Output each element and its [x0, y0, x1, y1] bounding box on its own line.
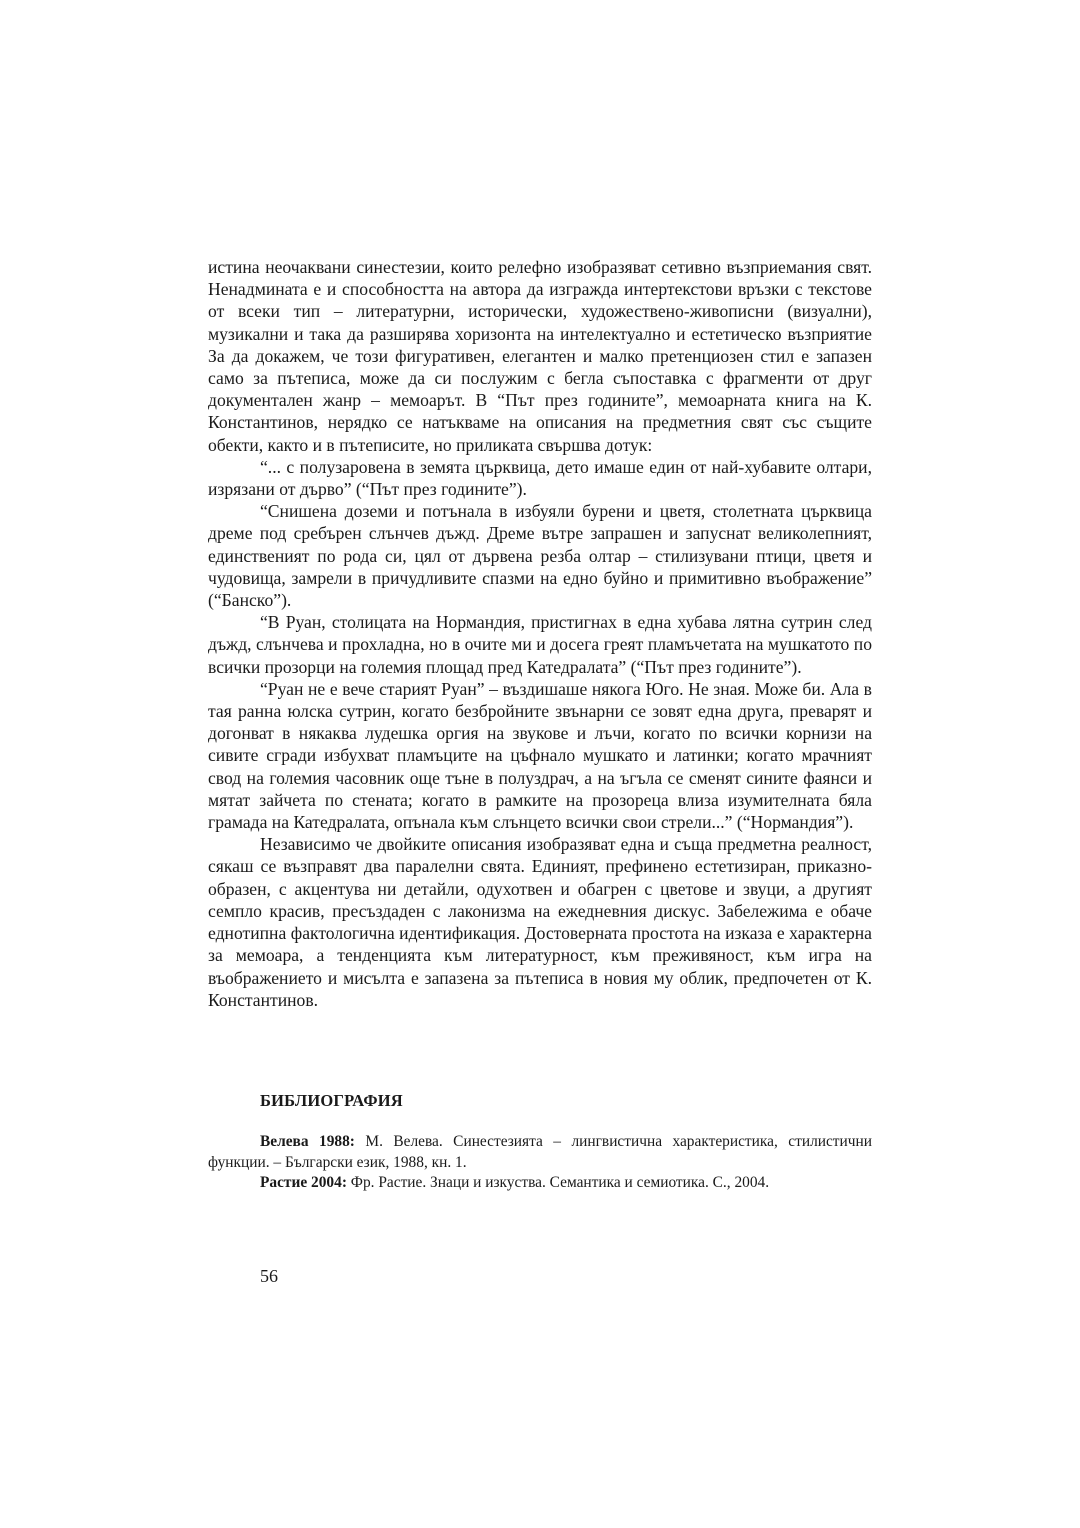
bibliography-heading: БИБЛИОГРАФИЯ	[260, 1091, 403, 1110]
bibliography-text: М. Велева. Синестезията – лингвистична характеристика, стилистични функции. – Български език, 1988, кн. 1.	[208, 1133, 872, 1171]
quote-paragraph: “Снишена доземи и потънала в избуяли бурени и цветя, столетната църквица дреме под сребърен слънчев дъжд. Дреме вътре запрашен и запуснат великолепният, единственият по рода си, цял от дървена резба олтар – стилизувани птици, цветя и чудовища, замрели в причудливите спазми на едно буйно и примитивно въображение” (“Банско”).	[208, 501, 872, 611]
quote-paragraph: “В Руан, столицата на Нормандия, пристигнах в една хубава лятна сутрин след дъжд, слънчева и прохладна, но в очите ми и досега греят пламъчетата на мушкатото по всички прозорци на големия площад пред Катедралата” (“Път през годините”).	[208, 612, 872, 677]
bibliography-entry	[208, 1173, 872, 1194]
bibliography-entry	[208, 1132, 872, 1173]
bibliography-list	[208, 1132, 872, 1194]
paragraph: Независимо че двойките описания изобразяват една и съща предметна реалност, сякаш се възправят два паралелни свята. Единият, префинено естетизиран, приказно-образен, с акцентува ни детайли, одухотвен и обагрен с цветове и звуци, а другият семпло красив, пресъздаден с лаконизма на ежедневния дискус. Забележима е обаче еднотипна фактологична идентификация. Достоверната простота на изказа е характерна за мемоара, а тенденцията към литературност, към преживяност, към игра на въображението и мисълта е запазена за пътеписа в новия му облик, предпочетен от К. Константинов.	[208, 834, 872, 1010]
body-text	[208, 256, 872, 1011]
bibliography-key: Велева 1988:	[260, 1133, 355, 1150]
quote-paragraph: “Руан не е вече старият Руан” – въздишаше някога Юго. Не зная. Може би. Ала в тая ранна юлска сутрин, когато безбройните звънарни се зовят една друга, преварят и догонват в някаква лудешка оргия на звукове и лъчи, когато по всички корнизи на сивите сгради избухват пламъците на цъфнало мушкато и латинки; когато мрачният свод на големия часовник още тъне в полуздрач, а на ъгъла се сменят сините фаянси и мятат зайчета по стената; когато в рамките на прозореца влиза изумителната бяла грамада на Катедралата, опънала към слънцето всички свои стрели...” (“Нормандия”).	[208, 678, 872, 833]
paragraph: истина неочаквани синестезии, които релефно изобразяват сетивно възприемания свят. Ненадмината е и способността на автора да изгражда интертекстови връзки с текстове от всеки тип – литературни, исторически, художествено-живописни (визуални), музикални и така да разширява хоризонта на интелектуално и естетическо възприятие За да докажем, че този фигуративен, елегантен и малко претенциозен стил е запазен само за пътеписа, може да си послужим с бегла съпоставка с фрагменти от друг документален жанр – мемоарът. В “Път през годините”, мемоарната книга на К. Константинов, нерядко се натъкваме на описания на предметния свят със същите обекти, както и в пътеписите, но приликата свършва дотук:	[208, 257, 872, 455]
bibliography-key: Растие 2004:	[260, 1174, 347, 1191]
quote-paragraph: “... с полузаровена в земята църквица, дето имаше един от най-хубавите олтари, изрязани от дърво” (“Път през годините”).	[208, 456, 872, 500]
bibliography-text: Фр. Растие. Знаци и изкуства. Семантика и семиотика. С., 2004.	[346, 1174, 770, 1191]
page-number: 56	[260, 1266, 278, 1286]
